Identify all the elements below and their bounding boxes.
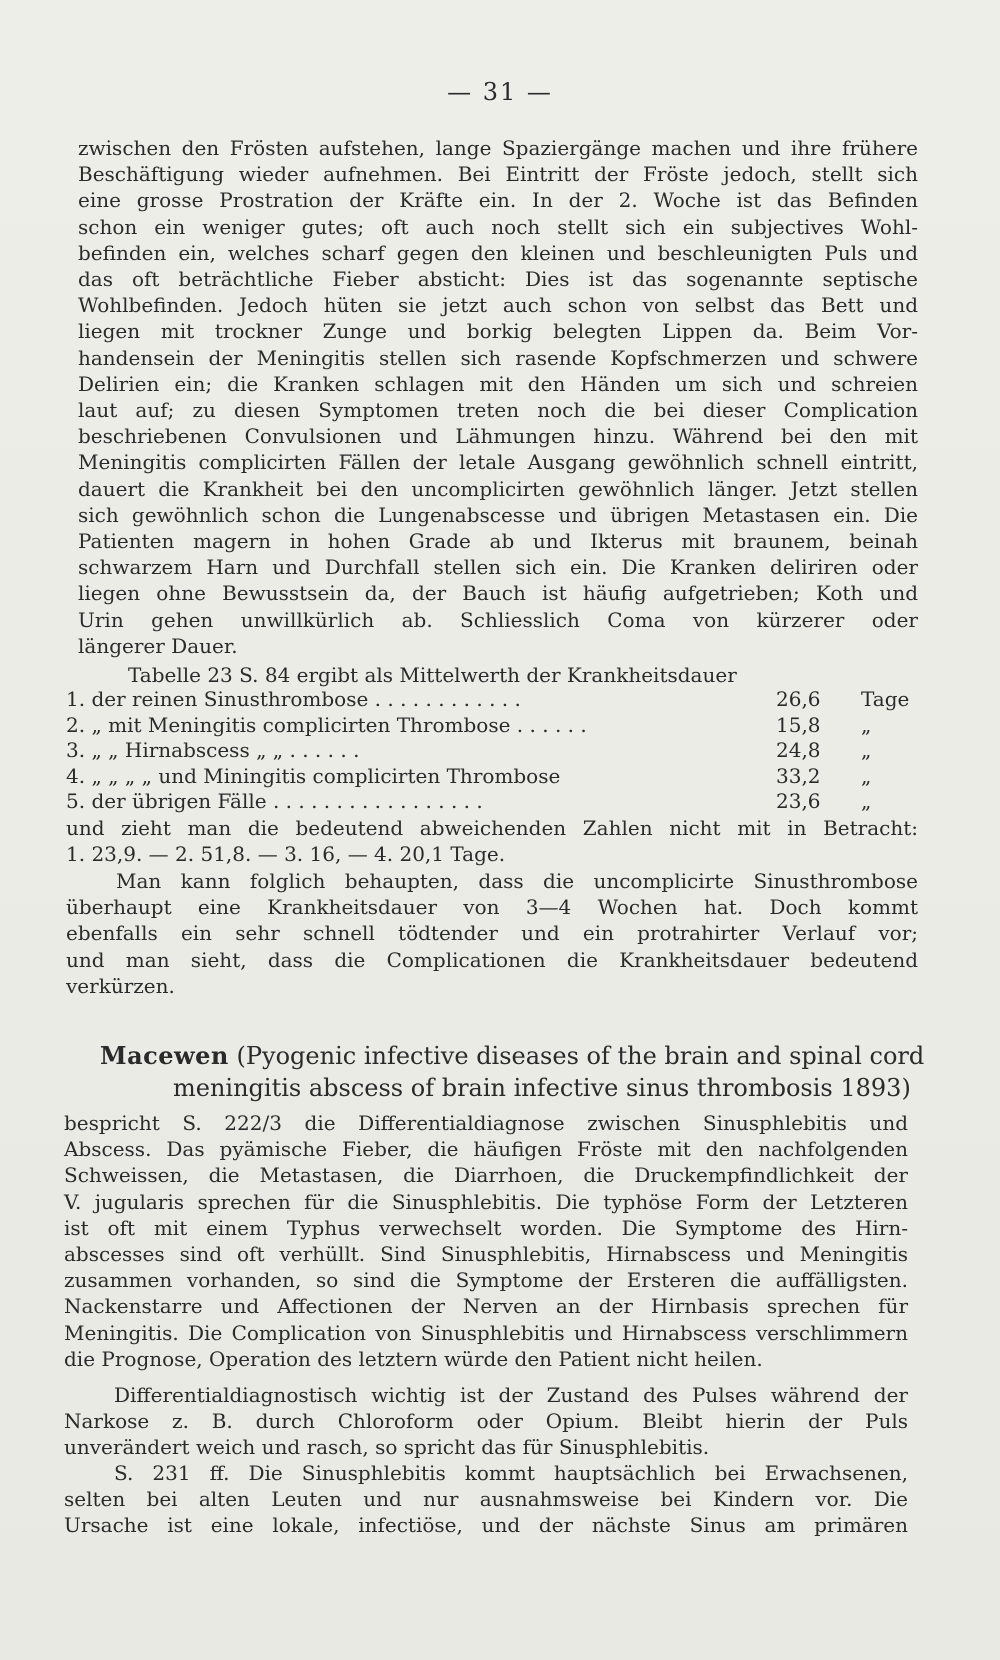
table-row — [66, 789, 926, 815]
row-label: 3. „ „ Hirnabscess „ „ . . . . . . — [66, 738, 360, 762]
row-unit: Tage — [861, 687, 910, 711]
text-line: überhaupt eine Krankheitsdauer von 3—4 Wochen hat. Doch kommt — [66, 895, 918, 920]
text-line: schon ein weniger gutes; oft auch noch stellt sich ein subjectives Wohl- — [78, 214, 918, 239]
paragraph-3 — [66, 815, 918, 867]
duration-table — [66, 687, 926, 815]
text-line: verkürzen. — [66, 973, 175, 998]
row-value: 26,6 — [776, 687, 821, 711]
table-row — [66, 713, 926, 739]
table-row — [66, 687, 926, 713]
text-line: zusammen vorhanden, so sind die Symptome der Ersteren die auffälligsten. — [64, 1268, 908, 1293]
text-line: Meningitis complicirten Fällen der letale Ausgang gewöhnlich schnell eintritt, — [78, 450, 918, 475]
paragraph-7 — [64, 1460, 908, 1539]
row-unit: „ — [861, 712, 872, 737]
text-line: Beschäftigung wieder aufnehmen. Bei Eintritt der Fröste jedoch, stellt sich — [78, 162, 918, 187]
text-line: Ursache ist eine lokale, infectiöse, und der nächste Sinus am primären — [64, 1513, 908, 1538]
text-line: das oft beträchtliche Fieber absticht: Dies ist das sogenannte septische — [78, 267, 918, 292]
heading-line-1 — [100, 1040, 930, 1072]
text-line: beschriebenen Convulsionen und Lähmungen hinzu. Während bei den mit — [78, 424, 918, 449]
row-value: 23,6 — [776, 789, 821, 813]
text-line: V. jugularis sprechen für die Sinusphlebitis. Die typhöse Form der Letzteren — [64, 1189, 908, 1214]
heading-title-2: meningitis abscess of brain infective sinus thrombosis 1893) — [173, 1074, 911, 1102]
text-line: eine grosse Prostration der Kräfte ein. In der 2. Woche ist das Befinden — [78, 188, 918, 213]
text-line: Tabelle 23 S. 84 ergibt als Mittelwerth der Krankheitsdauer — [128, 663, 737, 687]
text-line: zwischen den Frösten aufstehen, lange Spaziergänge machen und ihre frühere — [78, 136, 918, 160]
text-line: 1. 23,9. — 2. 51,8. — 3. 16, — 4. 20,1 Tage. — [66, 842, 506, 867]
text-line: schwarzem Harn und Durchfall stellen sich ein. Die Kranken deliriren oder — [78, 555, 918, 580]
text-line: ebenfalls ein sehr schnell tödtender und ein protrahirter Verlauf vor; — [66, 921, 918, 946]
text-line: längerer Dauer. — [78, 633, 238, 658]
paragraph-5 — [64, 1110, 908, 1372]
text-line: abscesses sind oft verhüllt. Sind Sinusphlebitis, Hirnabscess und Meningitis — [64, 1242, 908, 1267]
text-line: befinden ein, welches scharf gegen den kleinen und beschleunigten Puls und — [78, 240, 918, 265]
text-line: Delirien ein; die Kranken schlagen mit den Händen um sich und schreien — [78, 371, 918, 396]
row-unit: „ — [861, 763, 872, 788]
text-line: sich gewöhnlich schon die Lungenabscesse und übrigen Metastasen ein. Die — [78, 502, 918, 527]
text-line: handensein der Meningitis stellen sich rasende Kopfschmerzen und schwere — [78, 345, 918, 370]
section-heading — [100, 1040, 930, 1104]
text-line: Schweissen, die Metastasen, die Diarrhoen, die Druckempfindlichkeit der — [64, 1163, 908, 1188]
text-line: und zieht man die bedeutend abweichenden Zahlen nicht mit in Betracht: — [66, 816, 918, 840]
row-value: 24,8 — [776, 738, 821, 762]
text-line: Meningitis. Die Complication von Sinusphlebitis und Hirnabscess verschlimmern — [64, 1320, 908, 1345]
row-label: 4. „ „ „ „ und Miningitis complicirten Thrombose — [66, 763, 561, 788]
row-unit: „ — [861, 789, 872, 813]
text-line: Abscess. Das pyämische Fieber, die häufigen Fröste mit den nachfolgenden — [64, 1137, 908, 1162]
text-line: ist oft mit einem Typhus verwechselt worden. Die Symptome des Hirn- — [64, 1215, 908, 1240]
paragraph-1 — [78, 135, 918, 659]
text-line: Nackenstarre und Affectionen der Nerven an der Hirnbasis sprechen für — [64, 1294, 908, 1319]
text-line: laut auf; zu diesen Symptomen treten noch die bei dieser Complication — [78, 398, 918, 423]
paragraph-6 — [64, 1382, 908, 1461]
row-label: 5. der übrigen Fälle . . . . . . . . . . . . . . . . . — [66, 789, 483, 813]
paragraph-4 — [66, 868, 918, 999]
text-line: selten bei alten Leuten und nur ausnahmsweise bei Kindern vor. Die — [64, 1487, 908, 1512]
text-line: Patienten magern in hohen Grade ab und Ikterus mit braunem, beinah — [78, 529, 918, 554]
paragraph-2 — [78, 662, 918, 688]
text-line: dauert die Krankheit bei den uncomplicirten gewöhnlich länger. Jetzt stellen — [78, 476, 918, 501]
text-line: Differentialdiagnostisch wichtig ist der Zustand des Pulses während der — [114, 1383, 908, 1407]
text-line: Narkose z. B. durch Chloroform oder Opium. Bleibt hierin der Puls — [64, 1409, 908, 1434]
row-value: 33,2 — [776, 763, 821, 788]
text-line: liegen ohne Bewusstsein da, der Bauch ist häufig aufgetrieben; Koth und — [78, 581, 918, 606]
text-line: liegen mit trockner Zunge und borkig belegten Lippen da. Beim Vor- — [78, 319, 918, 344]
row-value: 15,8 — [776, 712, 821, 737]
author-name: Macewen — [100, 1041, 229, 1070]
row-label: 2. „ mit Meningitis complicirten Thrombose . . . . . . — [66, 712, 587, 737]
heading-title-1: (Pyogenic infective diseases of the brain and spinal cord — [236, 1042, 925, 1070]
text-line: Urin gehen unwillkürlich ab. Schliesslich Coma von kürzerer oder — [78, 607, 918, 632]
table-row — [66, 738, 926, 764]
text-line: bespricht S. 222/3 die Differentialdiagnose zwischen Sinusphlebitis und — [64, 1111, 908, 1135]
text-line: und man sieht, dass die Complicationen die Krankheitsdauer bedeutend — [66, 947, 918, 972]
row-unit: „ — [861, 738, 872, 762]
text-line: die Prognose, Operation des letztern würde den Patient nicht heilen. — [64, 1346, 763, 1371]
text-line: S. 231 ff. Die Sinusphlebitis kommt hauptsächlich bei Erwachsenen, — [114, 1461, 908, 1485]
row-label: 1. der reinen Sinusthrombose . . . . . . . . . . . . — [66, 687, 521, 711]
text-line: Wohlbefinden. Jedoch hüten sie jetzt auch schon von selbst das Bett und — [78, 293, 918, 318]
table-row — [66, 764, 926, 790]
text-line: Man kann folglich behaupten, dass die uncomplicirte Sinusthrombose — [116, 869, 918, 893]
text-line: unverändert weich und rasch, so spricht das für Sinusphlebitis. — [64, 1435, 710, 1460]
page-number: — 31 — — [447, 78, 553, 106]
